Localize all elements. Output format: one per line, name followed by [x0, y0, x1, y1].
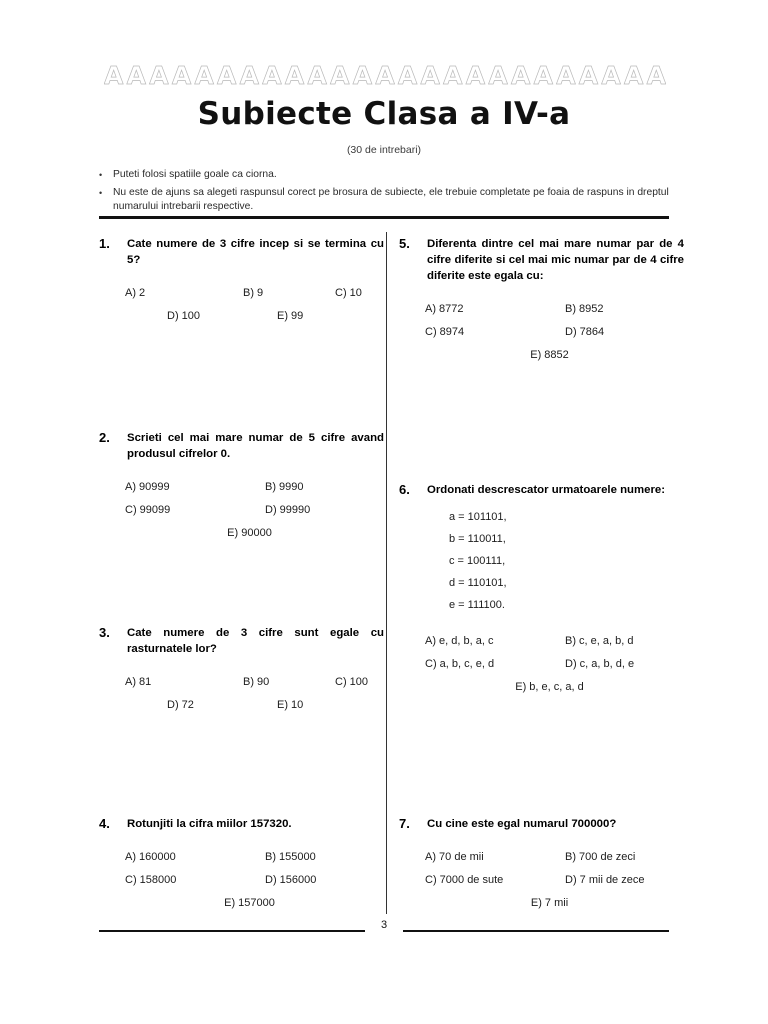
answer-option[interactable]: A) 8772 — [425, 303, 464, 315]
answer-option[interactable]: A) 90999 — [125, 481, 170, 493]
question-number: 2. — [99, 430, 110, 445]
decorative-a-glyph: A — [104, 60, 124, 90]
decorative-a-glyph: A — [307, 60, 327, 90]
answer-option[interactable]: D) 7 mii de zece — [565, 874, 645, 886]
answer-option[interactable]: B) c, e, a, b, d — [565, 635, 634, 647]
question-text: Ordonati descrescator urmatoarele numere: — [427, 484, 666, 496]
instruction-item — [99, 186, 669, 214]
answer-option[interactable]: B) 9990 — [265, 481, 304, 493]
answer-option[interactable]: D) 99990 — [265, 504, 311, 516]
answer-option[interactable]: C) 158000 — [125, 874, 177, 886]
answer-option[interactable]: E) b, e, c, a, d — [515, 681, 584, 693]
question-text: Diferenta dintre cel mai mare numar par de 4 cifre diferite si cel mai mic numar par de 4 cifre diferite este egala cu: — [427, 238, 684, 282]
option-row — [125, 869, 384, 892]
answer-options — [99, 846, 384, 915]
answer-option[interactable]: B) 90 — [243, 676, 270, 688]
answer-option[interactable]: D) 156000 — [265, 874, 317, 886]
answer-option[interactable]: A) 70 de mii — [425, 851, 484, 863]
question-number: 3. — [99, 625, 110, 640]
option-row — [425, 869, 684, 892]
answer-option[interactable]: D) 72 — [167, 699, 194, 711]
page-subtitle: (30 de intrebari) — [346, 144, 422, 156]
decorative-a-glyph: A — [578, 60, 599, 90]
answer-option[interactable]: E) 8852 — [530, 349, 569, 361]
answer-option[interactable]: A) e, d, b, a, c — [425, 635, 494, 647]
answer-option[interactable]: B) 9 — [243, 287, 264, 299]
question-header — [399, 816, 684, 832]
option-row — [425, 298, 684, 321]
option-row — [425, 892, 684, 915]
decorative-a-glyph: A — [330, 60, 350, 90]
option-row — [425, 321, 684, 344]
decorative-a-glyph: A — [465, 60, 486, 90]
definitions-list — [399, 506, 684, 616]
question-block — [99, 816, 384, 915]
decorative-a-glyph: A — [239, 60, 260, 90]
option-row — [125, 694, 384, 717]
bullet-icon: • — [99, 188, 103, 198]
answer-option[interactable]: C) 100 — [335, 676, 369, 688]
answer-option[interactable]: E) 90000 — [227, 527, 272, 539]
answer-option[interactable]: C) 10 — [335, 287, 362, 299]
decorative-a-glyph: A — [443, 60, 463, 90]
answer-option[interactable]: A) 81 — [125, 676, 152, 688]
decorative-a-glyph: A — [217, 60, 237, 90]
instruction-item — [99, 168, 669, 182]
answer-option[interactable]: B) 8952 — [565, 303, 604, 315]
answer-option[interactable]: C) a, b, c, e, d — [425, 658, 495, 670]
decorative-a-glyph: A — [488, 60, 508, 90]
option-row — [125, 499, 384, 522]
question-header — [99, 430, 384, 462]
answer-option[interactable]: A) 160000 — [125, 851, 176, 863]
question-block — [399, 482, 684, 699]
question-block — [99, 236, 384, 328]
question-block — [99, 430, 384, 545]
decorative-a-glyph: A — [556, 60, 576, 90]
column-divider-rule — [386, 232, 387, 914]
question-block — [399, 816, 684, 915]
question-text: Scrieti cel mai mare numar de 5 cifre avand produsul cifrelor 0. — [127, 432, 384, 460]
answer-options — [99, 671, 384, 717]
decorative-a-glyph: A — [510, 60, 531, 90]
instruction-text: Puteti folosi spatiile goale ca ciorna. — [113, 169, 277, 180]
decorative-a-glyph: A — [646, 60, 666, 90]
question-text: Cate numere de 3 cifre sunt egale cu rasturnatele lor? — [127, 627, 384, 655]
question-header — [99, 816, 384, 832]
answer-option[interactable]: D) c, a, b, d, e — [565, 658, 635, 670]
decorative-a-glyph: A — [533, 60, 553, 90]
answer-option[interactable]: B) 700 de zeci — [565, 851, 636, 863]
definition-item: b = 110011, — [449, 533, 506, 545]
answer-option[interactable]: E) 7 mii — [530, 897, 569, 909]
decorative-a-glyph: A — [126, 60, 146, 90]
question-number: 1. — [99, 236, 110, 251]
option-row — [425, 653, 684, 676]
answer-option[interactable]: D) 100 — [167, 310, 201, 322]
decorative-a-glyph: A — [194, 60, 214, 90]
answer-options — [399, 630, 684, 699]
bullet-icon: • — [99, 170, 103, 180]
question-text: Cu cine este egal numarul 700000? — [427, 818, 617, 830]
answer-option[interactable]: B) 155000 — [265, 851, 316, 863]
instruction-text: Nu este de ajuns sa alegeti raspunsul corect pe brosura de subiecte, ele trebuie completate pe foaia de raspuns in dreptul numarului intrebarii respective. — [113, 187, 669, 212]
footer-rule-left — [99, 930, 365, 932]
page-footer — [99, 919, 669, 937]
question-header — [99, 625, 384, 657]
decorative-a-glyph: A — [601, 60, 621, 90]
definition-item: c = 100111, — [449, 555, 506, 567]
answer-options — [99, 476, 384, 545]
decorative-a-glyph: A — [262, 60, 282, 90]
option-row — [125, 476, 384, 499]
option-row — [125, 846, 384, 869]
answer-option[interactable]: C) 7000 de sute — [425, 874, 504, 886]
answer-option[interactable]: C) 99099 — [125, 504, 171, 516]
option-row — [125, 522, 384, 545]
answer-option[interactable]: E) 157000 — [224, 897, 275, 909]
question-text: Cate numere de 3 cifre incep si se termina cu 5? — [127, 238, 384, 266]
question-block — [99, 625, 384, 717]
definition-item: a = 101101, — [449, 511, 507, 523]
option-row — [125, 892, 384, 915]
question-number: 5. — [399, 236, 410, 251]
decorative-a-glyph: A — [149, 60, 169, 90]
option-row — [125, 305, 384, 328]
definition-item: e = 111100. — [449, 599, 505, 611]
answer-option[interactable]: C) 8974 — [425, 326, 465, 338]
question-number: 4. — [99, 816, 110, 831]
decorative-a-glyph: A — [171, 60, 192, 90]
answer-options — [99, 282, 384, 328]
option-row — [125, 282, 384, 305]
page-title: Subiecte Clasa a IV-a — [197, 96, 571, 132]
decorative-a-glyph: A — [352, 60, 373, 90]
question-block — [399, 236, 684, 367]
decorative-a-glyph: A — [397, 60, 418, 90]
question-number: 7. — [399, 816, 410, 831]
answer-option[interactable]: A) 2 — [125, 287, 146, 299]
option-row — [425, 630, 684, 653]
footer-rule-right — [403, 930, 669, 932]
option-row — [125, 671, 384, 694]
decorative-a-glyph: A — [375, 60, 395, 90]
decorative-a-glyph: A — [284, 60, 305, 90]
option-row — [425, 846, 684, 869]
question-header — [399, 482, 684, 498]
answer-option[interactable]: E) 10 — [277, 699, 304, 711]
answer-option[interactable]: E) 99 — [277, 310, 304, 322]
definition-item: d = 110101, — [449, 577, 507, 589]
header-divider-rule — [99, 216, 669, 219]
answer-options — [399, 846, 684, 915]
option-row — [425, 676, 684, 699]
question-header — [399, 236, 684, 284]
question-number: 6. — [399, 482, 410, 497]
instructions-list — [99, 168, 669, 218]
decorative-a-glyph: A — [624, 60, 644, 90]
decorative-a-border — [104, 58, 666, 92]
decorative-a-glyph: A — [420, 60, 440, 90]
answer-options — [399, 298, 684, 367]
question-header — [99, 236, 384, 268]
page-number: 3 — [380, 919, 388, 931]
option-row — [425, 344, 684, 367]
question-text: Rotunjiti la cifra miilor 157320. — [127, 818, 292, 830]
answer-option[interactable]: D) 7864 — [565, 326, 605, 338]
